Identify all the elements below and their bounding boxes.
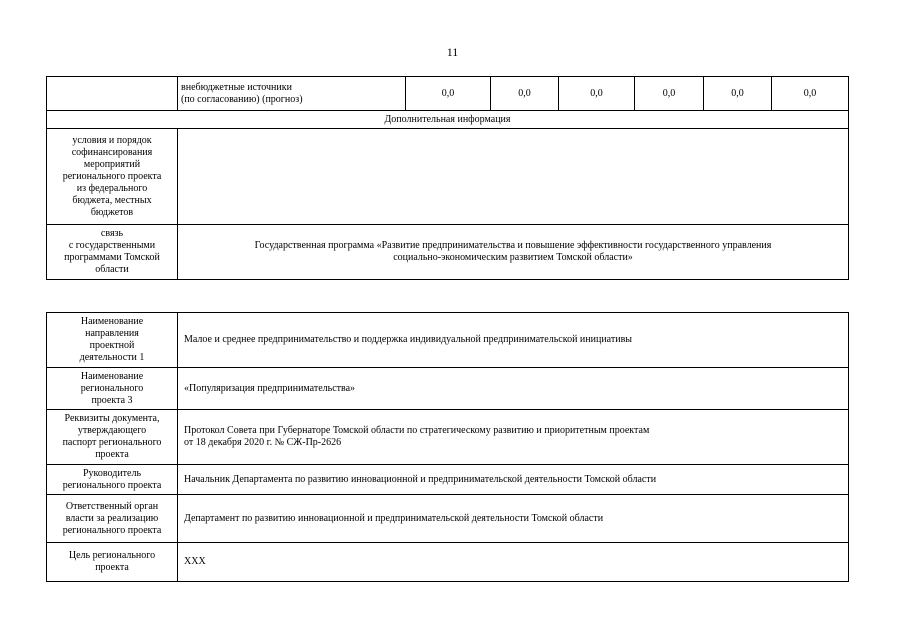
passport-row (47, 410, 849, 465)
label-line: проекта 3 (91, 394, 133, 406)
passport-label-project-name (47, 368, 178, 410)
offbudget-funding-label (178, 77, 406, 111)
label-line: Руководитель (82, 467, 142, 479)
label-line: Наименование (80, 370, 144, 382)
label-line: бюджета, местных (72, 194, 152, 206)
label-line: программами Томской (64, 252, 160, 263)
value-line: «Популяризация предпринимательства» (184, 382, 356, 394)
empty-cell (47, 77, 178, 111)
label-line: проектной (89, 340, 135, 351)
passport-label-head (47, 465, 178, 495)
value-line: Малое и среднее предпринимательство и поддержка индивидуальной предпринимательской инициативы (184, 334, 633, 345)
funding-table (46, 76, 849, 280)
label-line: регионального проекта (62, 479, 162, 491)
label-line: бюджетов (90, 206, 134, 218)
passport-label-responsible (47, 495, 178, 543)
passport-value-direction (178, 313, 849, 368)
program-link-row (47, 225, 849, 280)
value-line: от 18 декабря 2020 г. № СЖ-Пр-2626 (184, 437, 342, 448)
label-line: регионального проекта (62, 170, 162, 182)
label-line: проекта (95, 449, 129, 460)
program-link-value (178, 225, 849, 280)
value-line: Государственная программа «Развитие предпринимательства и повышение эффективности государственного управления (254, 240, 772, 251)
label-line: Наименование (80, 316, 144, 327)
passport-value-project-name (178, 368, 849, 410)
passport-value-goal (178, 543, 849, 582)
label-line: паспорт регионального (62, 437, 162, 448)
passport-label-document (47, 410, 178, 465)
funding-value: 0,0 (704, 77, 772, 111)
label-line: связь (100, 228, 124, 239)
passport-label-direction (47, 313, 178, 368)
value-line: XXX (184, 556, 206, 567)
label-line: Реквизиты документа, (64, 413, 160, 424)
passport-row (47, 313, 849, 368)
passport-row (47, 465, 849, 495)
label-line: из федерального (76, 182, 148, 194)
label-line: регионального проекта (62, 524, 162, 536)
label-line: области (95, 264, 129, 275)
passport-row (47, 495, 849, 543)
additional-info-row (47, 111, 849, 129)
project-passport-table (46, 312, 849, 582)
value-line: Протокол Совета при Губернаторе Томской области по стратегическому развитию и приоритетным проектам (184, 425, 650, 436)
cofinancing-label (47, 129, 178, 225)
funding-value: 0,0 (491, 77, 559, 111)
label-line: направления (85, 328, 139, 339)
label-line: мероприятий (83, 158, 141, 170)
label-line: регионального (80, 382, 144, 394)
label-line: проекта (95, 562, 129, 573)
cofinancing-row (47, 129, 849, 225)
passport-value-document (178, 410, 849, 465)
value-line: Начальник Департамента по развитию инновационной и предпринимательской деятельности Томской области (184, 473, 657, 485)
passport-row (47, 543, 849, 582)
passport-label-goal (47, 543, 178, 582)
funding-value: 0,0 (559, 77, 635, 111)
value-line: социально-экономическим развитием Томской области» (393, 252, 633, 263)
funding-value: 0,0 (635, 77, 704, 111)
label-line: деятельности 1 (79, 352, 145, 363)
label-line: с государственными (68, 240, 156, 251)
passport-value-responsible (178, 495, 849, 543)
page-number: 11 (446, 45, 459, 59)
offbudget-funding-row (47, 77, 849, 111)
additional-info-header: Дополнительная информация (47, 111, 849, 129)
value-line: Департамент по развитию инновационной и предпринимательской деятельности Томской области (184, 512, 604, 524)
offbudget-label-line2: (по согласованию) (прогноз) (181, 93, 303, 105)
label-line: власти за реализацию (65, 512, 159, 524)
passport-row (47, 368, 849, 410)
program-link-label (47, 225, 178, 280)
passport-value-head (178, 465, 849, 495)
funding-value: 0,0 (772, 77, 849, 111)
label-line: утверждающего (77, 425, 147, 436)
label-line: Цель регионального (68, 550, 156, 561)
label-line: условия и порядок (72, 134, 152, 146)
label-line: софинансирования (71, 146, 153, 158)
funding-value: 0,0 (406, 77, 491, 111)
label-line: Ответственный орган (65, 500, 159, 512)
cofinancing-value (178, 129, 849, 225)
offbudget-label-line1: внебюджетные источники (181, 81, 292, 93)
